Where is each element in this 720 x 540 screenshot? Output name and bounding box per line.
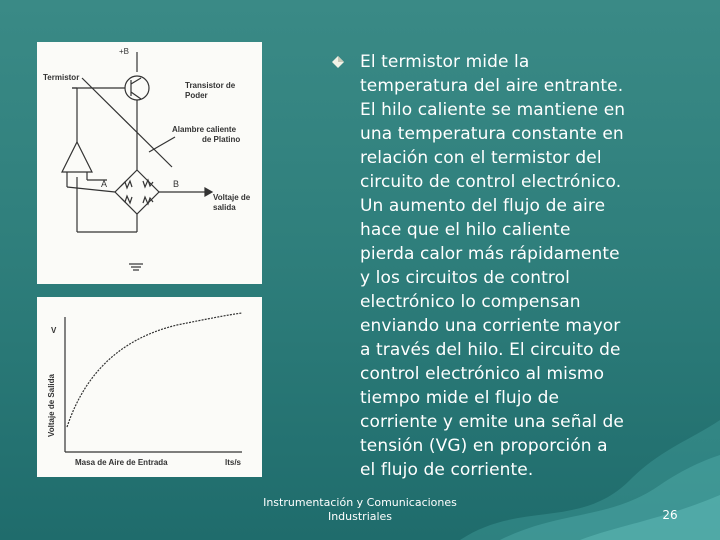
bullet-line: tiempo mide el flujo de: [360, 388, 560, 408]
y-axis-unit: V: [51, 326, 57, 335]
bullet-line: el flujo de corriente.: [360, 460, 534, 480]
page-number: 26: [662, 508, 678, 522]
circuit-diagram: [37, 42, 262, 284]
node-a-label: A: [101, 179, 108, 189]
bullet-line: control electrónico al mismo: [360, 364, 605, 384]
supply-label: +B: [119, 47, 130, 56]
bullet-line: Un aumento del flujo de aire: [360, 196, 606, 216]
wire-label-1: Alambre caliente: [172, 125, 237, 134]
transistor-label-2: Poder: [185, 91, 208, 100]
y-axis-label: Voltaje de Salida: [47, 374, 56, 437]
bullet-line: una temperatura constante en: [360, 124, 624, 144]
bullet-line: pierda calor más rápidamente: [360, 244, 620, 264]
bullet-line: El hilo caliente se mantiene en: [360, 100, 626, 120]
x-axis-label: Masa de Aire de Entrada: [75, 458, 168, 467]
thermistor-label: Termistor: [43, 73, 80, 82]
transistor-label-1: Transistor de: [185, 81, 236, 90]
x-axis-unit: lts/s: [225, 458, 242, 467]
node-b-label: B: [173, 179, 180, 189]
bullet-line: y los circuitos de control: [360, 268, 570, 288]
output-label-1: Voltaje de: [213, 193, 251, 202]
bullet-line: temperatura del aire entrante.: [360, 76, 624, 96]
footer-line-1: Instrumentación y Comunicaciones: [263, 496, 457, 509]
voltage-graph: [37, 297, 262, 477]
voltage-graph-panel: [37, 297, 262, 477]
bullet-line: circuito de control electrónico.: [360, 172, 622, 192]
bullet-line: tensión (VG) en proporción a: [360, 436, 608, 456]
bullet-line: corriente y emite una señal de: [360, 412, 624, 432]
bullet-line: El termistor mide la: [360, 52, 530, 72]
wire-label-2: de Platino: [202, 135, 241, 144]
diamond-bullet-icon: [332, 56, 344, 68]
bullet-line: relación con el termistor del: [360, 148, 602, 168]
bullet-line: hace que el hilo caliente: [360, 220, 571, 240]
bullet-line: electrónico lo compensan: [360, 292, 581, 312]
footer-line-2: Industriales: [327, 510, 393, 523]
circuit-diagram-panel: [37, 42, 262, 284]
output-label-2: salida: [213, 203, 236, 212]
footer: [250, 496, 470, 524]
bullet-line: enviando una corriente mayor: [360, 316, 621, 336]
bullet-paragraph: [360, 50, 678, 482]
bullet-line: a través del hilo. El circuito de: [360, 340, 621, 360]
